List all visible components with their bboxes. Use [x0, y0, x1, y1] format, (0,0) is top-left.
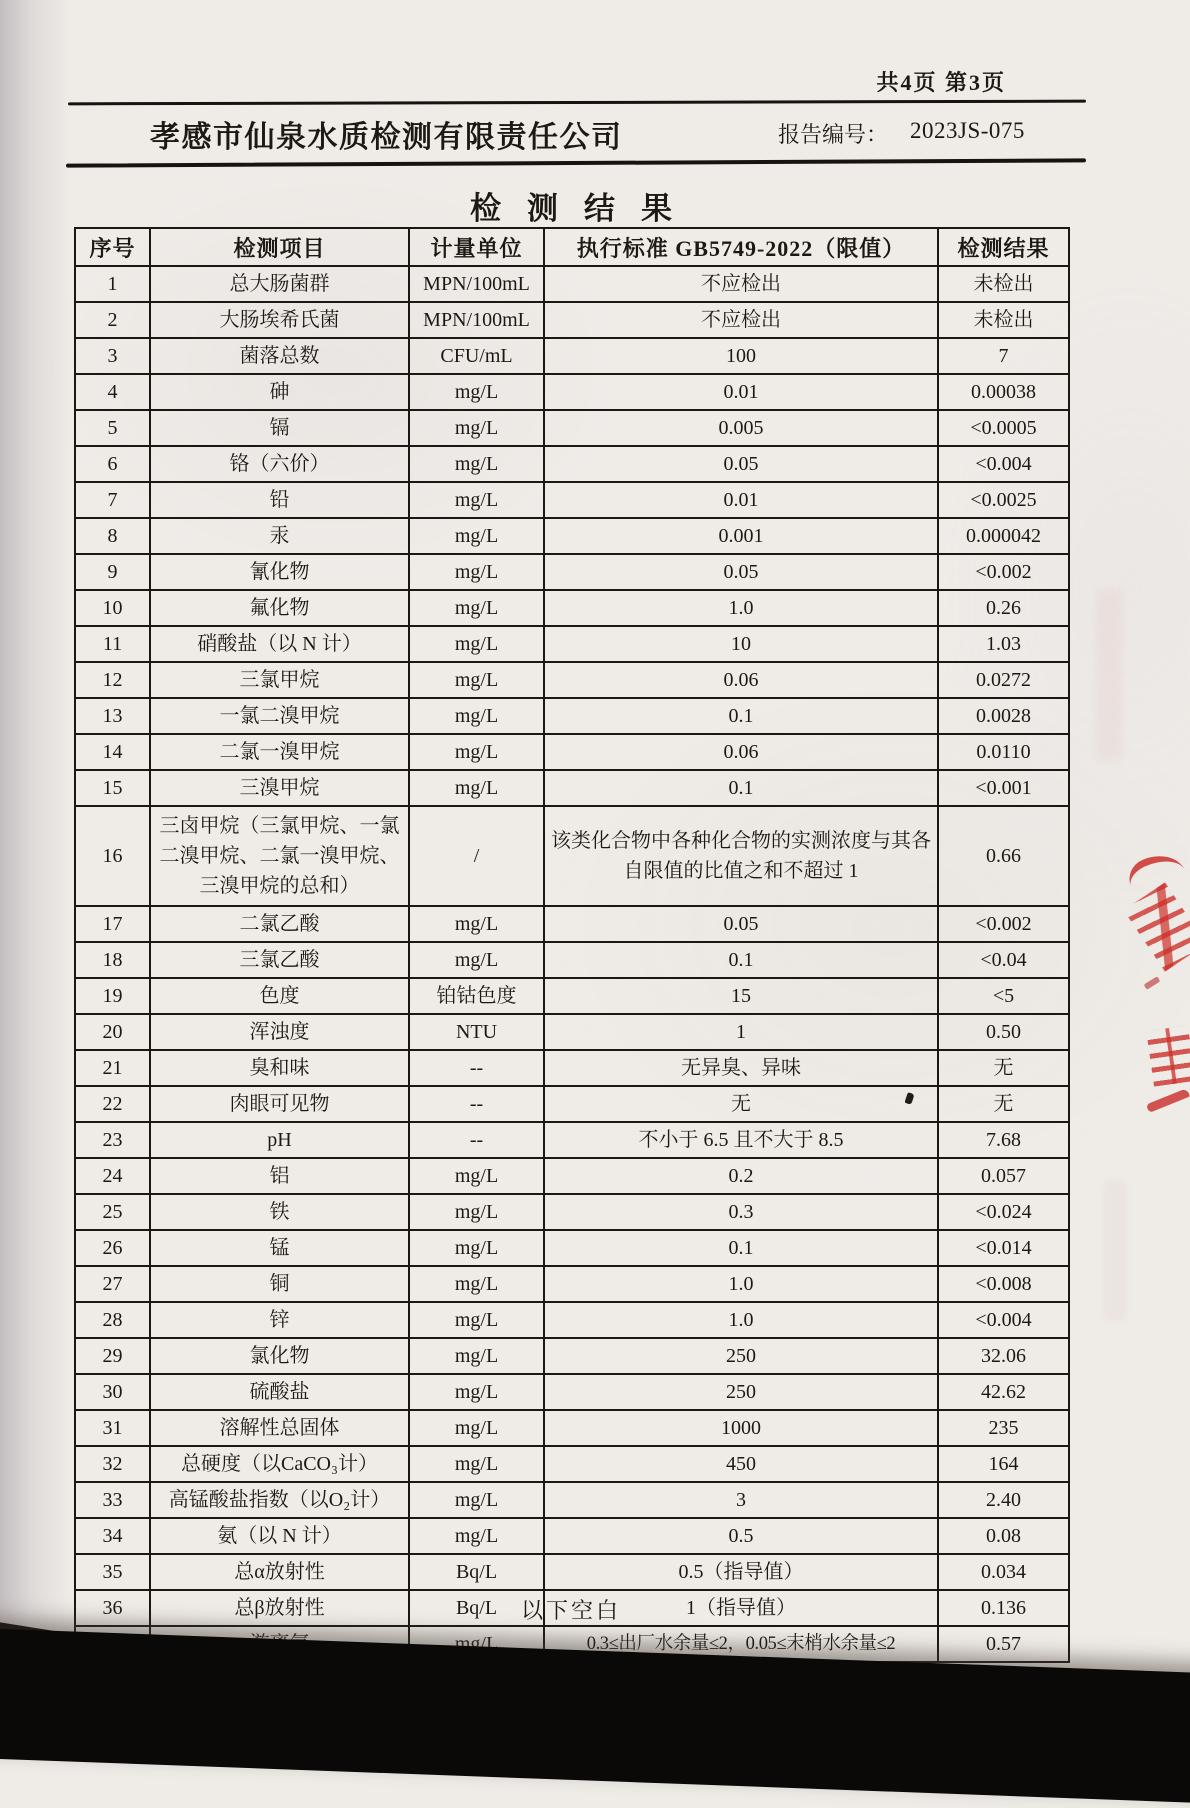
- cell-item: 铬（六价）: [150, 446, 409, 482]
- cell-no: 24: [75, 1158, 150, 1194]
- cell-unit: mg/L: [409, 374, 544, 410]
- cell-unit: 铂钴色度: [409, 978, 544, 1014]
- cell-unit: --: [409, 1086, 544, 1122]
- cell-item: 锌: [150, 1302, 409, 1338]
- cell-item: 色度: [150, 978, 409, 1014]
- cell-item: 菌落总数: [150, 338, 409, 374]
- col-header-no: 序号: [75, 228, 150, 266]
- cell-no: 13: [75, 698, 150, 734]
- cell-unit: mg/L: [409, 1518, 544, 1554]
- table-header-row: [75, 228, 1069, 266]
- cell-item: 浑浊度: [150, 1014, 409, 1050]
- cell-no: 26: [75, 1230, 150, 1266]
- cell-limit: 1: [544, 1014, 938, 1050]
- table-row: [75, 626, 1069, 662]
- col-header-unit: 计量单位: [409, 228, 544, 266]
- cell-unit: mg/L: [409, 1158, 544, 1194]
- page-spine-shadow: [0, 0, 72, 1684]
- cell-item: 氟化物: [150, 590, 409, 626]
- cell-no: 5: [75, 410, 150, 446]
- cell-limit: 无异臭、异味: [544, 1050, 938, 1086]
- cell-item: 二氯乙酸: [150, 906, 409, 942]
- cell-item: 三氯甲烷: [150, 662, 409, 698]
- cell-unit: mg/L: [409, 698, 544, 734]
- cell-result: 0.136: [938, 1590, 1069, 1626]
- cell-limit: 450: [544, 1446, 938, 1482]
- red-stamp-fragment: [1118, 850, 1190, 1120]
- ink-bleed-smudge: [1104, 1180, 1126, 1320]
- cell-unit: --: [409, 1050, 544, 1086]
- cell-unit: mg/L: [409, 1482, 544, 1518]
- cell-item: pH: [150, 1122, 409, 1158]
- cell-item: 总大肠菌群: [150, 266, 409, 302]
- cell-unit: mg/L: [409, 518, 544, 554]
- cell-result: 无: [938, 1086, 1069, 1122]
- header-rule-top: [68, 100, 1086, 106]
- cell-result: 235: [938, 1410, 1069, 1446]
- cell-item: 高锰酸盐指数（以O₂计）: [150, 1482, 409, 1518]
- cell-item: 氯化物: [150, 1338, 409, 1374]
- page-number-info: 共4页 第3页: [876, 70, 1006, 95]
- cell-result: 0.26: [938, 590, 1069, 626]
- cell-limit: 0.005: [544, 410, 938, 446]
- cell-limit: 0.1: [544, 1230, 938, 1266]
- results-table-body: [75, 266, 1069, 1662]
- cell-result: 1.03: [938, 626, 1069, 662]
- cell-no: 23: [75, 1122, 150, 1158]
- cell-unit: mg/L: [409, 770, 544, 806]
- table-row: [75, 1014, 1069, 1050]
- table-row: [75, 1122, 1069, 1158]
- table-row: [75, 302, 1069, 338]
- cell-limit: 0.01: [544, 374, 938, 410]
- table-row: [75, 338, 1069, 374]
- cell-no: 7: [75, 482, 150, 518]
- cell-limit: 0.3: [544, 1194, 938, 1230]
- cell-no: 8: [75, 518, 150, 554]
- cell-item: 硫酸盐: [150, 1374, 409, 1410]
- cell-no: 19: [75, 978, 150, 1014]
- results-table: [74, 227, 1070, 1663]
- results-table-wrapper: [74, 227, 1068, 1663]
- table-row: [75, 1374, 1069, 1410]
- cell-unit: mg/L: [409, 410, 544, 446]
- table-row: [75, 734, 1069, 770]
- cell-item: 三溴甲烷: [150, 770, 409, 806]
- cell-unit: mg/L: [409, 554, 544, 590]
- cell-no: 35: [75, 1554, 150, 1590]
- cell-limit: 1.0: [544, 1302, 938, 1338]
- company-name: 孝感市仙泉水质检测有限责任公司: [150, 121, 623, 154]
- cell-result: 无: [938, 1050, 1069, 1086]
- cell-limit: 0.5: [544, 1518, 938, 1554]
- cell-limit: 100: [544, 338, 938, 374]
- cell-no: 12: [75, 662, 150, 698]
- cell-item: 一氯二溴甲烷: [150, 698, 409, 734]
- cell-no: 10: [75, 590, 150, 626]
- cell-item: 总β放射性: [150, 1590, 409, 1626]
- cell-item: 二氯一溴甲烷: [150, 734, 409, 770]
- cell-limit: 0.5（指导值）: [544, 1554, 938, 1590]
- cell-no: 11: [75, 626, 150, 662]
- cell-limit: 1.0: [544, 590, 938, 626]
- cell-limit: 0.05: [544, 446, 938, 482]
- table-row: [75, 1338, 1069, 1374]
- cell-result: 0.034: [938, 1554, 1069, 1590]
- cell-no: 28: [75, 1302, 150, 1338]
- cell-no: 14: [75, 734, 150, 770]
- cell-unit: mg/L: [409, 626, 544, 662]
- cell-result: 0.66: [938, 806, 1069, 906]
- cell-result: <0.001: [938, 770, 1069, 806]
- cell-no: 18: [75, 942, 150, 978]
- cell-unit: mg/L: [409, 1338, 544, 1374]
- cell-unit: mg/L: [409, 1302, 544, 1338]
- cell-unit: mg/L: [409, 1194, 544, 1230]
- cell-unit: Bq/L: [409, 1554, 544, 1590]
- cell-unit: MPN/100mL: [409, 302, 544, 338]
- cell-result: 0.057: [938, 1158, 1069, 1194]
- cell-limit: 10: [544, 626, 938, 662]
- cell-unit: mg/L: [409, 1410, 544, 1446]
- cell-unit: mg/L: [409, 942, 544, 978]
- table-row: [75, 554, 1069, 590]
- cell-unit: MPN/100mL: [409, 266, 544, 302]
- table-row: [75, 1482, 1069, 1518]
- cell-unit: mg/L: [409, 482, 544, 518]
- table-row: [75, 1446, 1069, 1482]
- cell-item: 总α放射性: [150, 1554, 409, 1590]
- cell-no: 16: [75, 806, 150, 906]
- cell-limit: 不应检出: [544, 266, 938, 302]
- cell-item: 氰化物: [150, 554, 409, 590]
- report-number-line: [778, 118, 1025, 149]
- cell-item: 大肠埃希氏菌: [150, 302, 409, 338]
- cell-limit: 0.2: [544, 1158, 938, 1194]
- table-row: [75, 446, 1069, 482]
- cell-result: <0.0025: [938, 482, 1069, 518]
- cell-limit: 不应检出: [544, 302, 938, 338]
- col-header-result: 检测结果: [938, 228, 1069, 266]
- table-row: [75, 698, 1069, 734]
- cell-unit: mg/L: [409, 446, 544, 482]
- cell-result: 0.000042: [938, 518, 1069, 554]
- cell-result: 164: [938, 1446, 1069, 1482]
- table-row: [75, 1230, 1069, 1266]
- table-row: [75, 518, 1069, 554]
- table-row: [75, 1050, 1069, 1086]
- cell-no: 31: [75, 1410, 150, 1446]
- cell-result: 0.0110: [938, 734, 1069, 770]
- cell-result: 0.0272: [938, 662, 1069, 698]
- table-row: [75, 806, 1069, 906]
- cell-unit: mg/L: [409, 1374, 544, 1410]
- cell-result: <0.002: [938, 906, 1069, 942]
- cell-result: <0.002: [938, 554, 1069, 590]
- cell-limit: 0.01: [544, 482, 938, 518]
- cell-limit: 0.1: [544, 942, 938, 978]
- cell-item: 总硬度（以CaCO₃计）: [150, 1446, 409, 1482]
- cell-item: 肉眼可见物: [150, 1086, 409, 1122]
- cell-no: 30: [75, 1374, 150, 1410]
- cell-unit: mg/L: [409, 590, 544, 626]
- cell-no: 9: [75, 554, 150, 590]
- cell-unit: NTU: [409, 1014, 544, 1050]
- cell-no: 21: [75, 1050, 150, 1086]
- cell-result: <5: [938, 978, 1069, 1014]
- header-rule-bottom: [66, 158, 1086, 167]
- cell-result: 42.62: [938, 1374, 1069, 1410]
- cell-result: 0.57: [938, 1626, 1069, 1662]
- cell-no: 15: [75, 770, 150, 806]
- cell-result: 0.08: [938, 1518, 1069, 1554]
- cell-limit: 无: [544, 1086, 938, 1122]
- cell-item: 铅: [150, 482, 409, 518]
- cell-result: 0.50: [938, 1014, 1069, 1050]
- cell-item: 铁: [150, 1194, 409, 1230]
- cell-limit: 1000: [544, 1410, 938, 1446]
- cell-limit: 0.06: [544, 734, 938, 770]
- cell-unit: mg/L: [409, 906, 544, 942]
- cell-limit: 15: [544, 978, 938, 1014]
- cell-no: 33: [75, 1482, 150, 1518]
- cell-limit: 0.06: [544, 662, 938, 698]
- blank-below-note: 以下空白: [520, 1598, 621, 1623]
- cell-result: 32.06: [938, 1338, 1069, 1374]
- cell-item: 臭和味: [150, 1050, 409, 1086]
- col-header-limit: 执行标准 GB5749-2022（限值）: [544, 228, 938, 266]
- cell-result: 0.00038: [938, 374, 1069, 410]
- cell-limit: 0.05: [544, 554, 938, 590]
- cell-limit: 0.3≤出厂水余量≤2，0.05≤末梢水余量≤2: [544, 1626, 938, 1662]
- table-row: [75, 770, 1069, 806]
- cell-item: 三卤甲烷（三氯甲烷、一氯二溴甲烷、二氯一溴甲烷、三溴甲烷的总和）: [150, 806, 409, 906]
- cell-result: <0.04: [938, 942, 1069, 978]
- cell-limit: 0.001: [544, 518, 938, 554]
- cell-result: <0.024: [938, 1194, 1069, 1230]
- cell-no: 6: [75, 446, 150, 482]
- table-row: [75, 1086, 1069, 1122]
- cell-item: 溶解性总固体: [150, 1410, 409, 1446]
- cell-no: 36: [75, 1590, 150, 1626]
- cell-unit: --: [409, 1122, 544, 1158]
- cell-result: 7: [938, 338, 1069, 374]
- cell-unit: /: [409, 806, 544, 906]
- cell-result: 2.40: [938, 1482, 1069, 1518]
- table-row: [75, 906, 1069, 942]
- cell-unit: Bq/L: [409, 1590, 544, 1626]
- stamp-glyph: [1124, 882, 1190, 971]
- cell-limit: 250: [544, 1338, 938, 1374]
- cell-unit: mg/L: [409, 662, 544, 698]
- cell-result: 未检出: [938, 302, 1069, 338]
- cell-limit: 3: [544, 1482, 938, 1518]
- cell-no: 20: [75, 1014, 150, 1050]
- cell-limit: 0.1: [544, 770, 938, 806]
- cell-unit: mg/L: [409, 734, 544, 770]
- cell-limit: 1.0: [544, 1266, 938, 1302]
- cell-limit: 0.1: [544, 698, 938, 734]
- cell-limit: 1（指导值）: [544, 1590, 938, 1626]
- cell-no: 29: [75, 1338, 150, 1374]
- stamp-arc-stroke: [1123, 846, 1185, 893]
- cell-result: <0.014: [938, 1230, 1069, 1266]
- cell-result: 7.68: [938, 1122, 1069, 1158]
- report-number-value: 2023JS-075: [910, 118, 1025, 143]
- cell-no: 4: [75, 374, 150, 410]
- cell-no: 17: [75, 906, 150, 942]
- cell-no: 27: [75, 1266, 150, 1302]
- cell-item: 镉: [150, 410, 409, 446]
- col-header-item: 检测项目: [150, 228, 409, 266]
- table-row: [75, 1410, 1069, 1446]
- cell-result: <0.004: [938, 446, 1069, 482]
- table-row: [75, 410, 1069, 446]
- cell-unit: mg/L: [409, 1230, 544, 1266]
- cell-unit: mg/L: [409, 1266, 544, 1302]
- cell-result: <0.004: [938, 1302, 1069, 1338]
- table-row: [75, 662, 1069, 698]
- cell-no: 32: [75, 1446, 150, 1482]
- cell-item: 砷: [150, 374, 409, 410]
- cell-item: 锰: [150, 1230, 409, 1266]
- table-row: [75, 590, 1069, 626]
- ink-bleed-smudge: [1096, 590, 1122, 760]
- page-title: 检测结果: [470, 191, 698, 226]
- cell-no: 25: [75, 1194, 150, 1230]
- table-row: [75, 266, 1069, 302]
- cell-no: 2: [75, 302, 150, 338]
- cell-item: 硝酸盐（以 N 计）: [150, 626, 409, 662]
- stamp-stroke: [1146, 1088, 1190, 1113]
- cell-item: 汞: [150, 518, 409, 554]
- cell-no: 22: [75, 1086, 150, 1122]
- table-row: [75, 1302, 1069, 1338]
- cell-item: 三氯乙酸: [150, 942, 409, 978]
- cell-no: 3: [75, 338, 150, 374]
- cell-unit: CFU/mL: [409, 338, 544, 374]
- cell-result: 未检出: [938, 266, 1069, 302]
- cell-limit: 不小于 6.5 且不大于 8.5: [544, 1122, 938, 1158]
- cell-item: 铝: [150, 1158, 409, 1194]
- report-number-label: 报告编号：: [778, 122, 889, 147]
- cell-no: 1: [75, 266, 150, 302]
- table-row: [75, 1194, 1069, 1230]
- table-row: [75, 978, 1069, 1014]
- cell-item: 铜: [150, 1266, 409, 1302]
- table-row: [75, 1266, 1069, 1302]
- table-row: [75, 374, 1069, 410]
- cell-no: 34: [75, 1518, 150, 1554]
- table-row: [75, 482, 1069, 518]
- cell-result: <0.0005: [938, 410, 1069, 446]
- cell-result: <0.008: [938, 1266, 1069, 1302]
- cell-unit: mg/L: [409, 1446, 544, 1482]
- table-row: [75, 1158, 1069, 1194]
- table-row: [75, 942, 1069, 978]
- cell-item: 氨（以 N 计）: [150, 1518, 409, 1554]
- cell-limit: 250: [544, 1374, 938, 1410]
- cell-limit: 该类化合物中各种化合物的实测浓度与其各自限值的比值之和不超过 1: [544, 806, 938, 906]
- table-row: [75, 1554, 1069, 1590]
- table-row: [75, 1518, 1069, 1554]
- cell-unit: mg/L: [409, 1626, 544, 1662]
- cell-result: 0.0028: [938, 698, 1069, 734]
- cell-limit: 0.05: [544, 906, 938, 942]
- stamp-glyph: [1146, 1025, 1190, 1086]
- stamp-tick-mark: [1144, 976, 1161, 990]
